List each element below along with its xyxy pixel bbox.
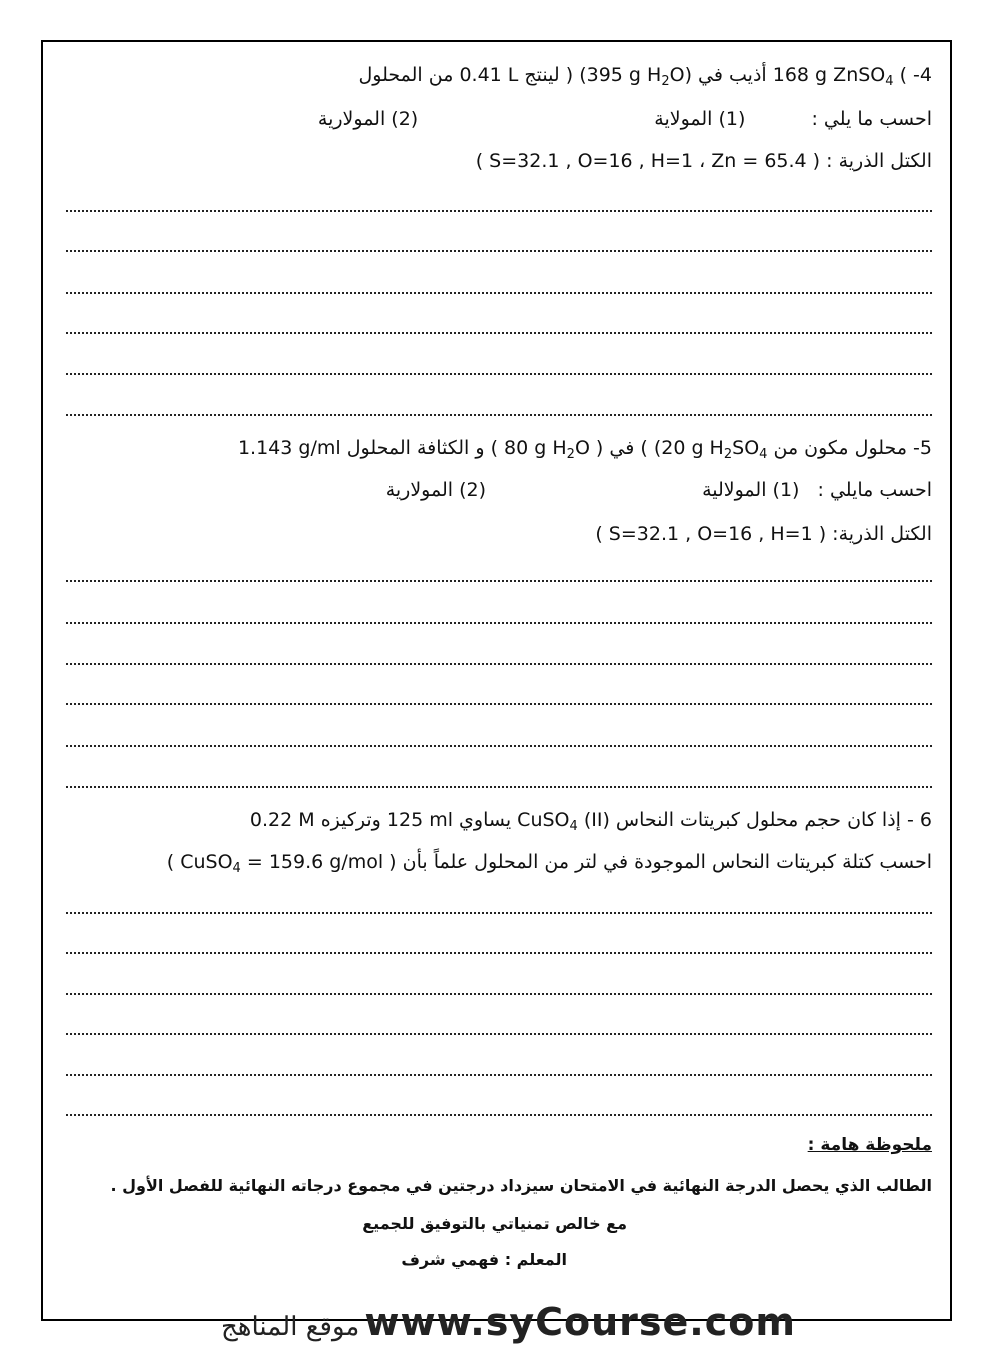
q4-volume: 0.41 L [459, 64, 519, 86]
site-arabic-name: موقع المناهج [221, 1312, 360, 1342]
q5-line3 [595, 521, 932, 547]
q5-line1 [238, 435, 932, 464]
answer-line[interactable] [66, 580, 932, 582]
answer-line[interactable] [66, 414, 932, 416]
q4-calc: احسب ما يلي : [811, 108, 932, 130]
q4-close: ) [565, 64, 574, 86]
q6-formula: CuSO$_4$ [517, 809, 578, 834]
q5-masses-label: الكتل الذرية: [832, 523, 932, 545]
answer-line[interactable] [66, 786, 932, 788]
answer-line[interactable] [66, 745, 932, 747]
answer-line[interactable] [66, 250, 932, 252]
q6-volume: 125 ml [386, 809, 453, 831]
q4-line1 [358, 62, 932, 91]
q4-line2 [318, 106, 932, 132]
q5-density: 1.143 g/ml [237, 437, 341, 459]
page-border [41, 40, 952, 1321]
q5-text-c: و الكثافة المحلول [346, 437, 485, 459]
q4-open: ( [899, 64, 907, 86]
answer-line[interactable] [66, 1074, 932, 1076]
answer-line[interactable] [66, 1114, 932, 1116]
q4-masses: ( S=32.1 , O=16 , H=1 ، Zn = 65.4 ) [475, 150, 821, 172]
q6-line2 [167, 849, 932, 878]
note-body: الطالب الذي يحصل الدرجة النهائية في الامتحان سيزداد درجتين في مجموع درجاته النهائية للفصل الأول . [110, 1176, 932, 1195]
answer-line[interactable] [66, 622, 932, 624]
q5-solvent: ( 80 g $H_2O$ ) [490, 437, 604, 462]
q5-text-b: ) في [609, 437, 648, 459]
answer-line[interactable] [66, 210, 932, 212]
q4-masses-label: الكتل الذرية : [826, 150, 932, 172]
answer-line[interactable] [66, 703, 932, 705]
answer-line[interactable] [66, 332, 932, 334]
q6-molar-mass: ( CuSO$_4$ = 159.6 g/mol ) [166, 851, 397, 876]
q5-item1: (1) المولالية [702, 479, 800, 501]
answer-line[interactable] [66, 663, 932, 665]
q5-solute: (20 g $H_2SO_4$ [653, 437, 768, 462]
site-url[interactable]: www.syCourse.com [364, 1300, 796, 1344]
footer-watermark [215, 1300, 796, 1344]
answer-line[interactable] [66, 1033, 932, 1035]
q4-dissolved-in: أذيب في [698, 64, 767, 86]
q5-calc: احسب مايلي : [817, 479, 932, 501]
q5-item2: (2) المولارية [385, 479, 487, 501]
answer-line[interactable] [66, 292, 932, 294]
q6-text-b: يساوي [459, 809, 512, 831]
answer-line[interactable] [66, 952, 932, 954]
answer-line[interactable] [66, 912, 932, 914]
q6-molarity: 0.22 M [249, 809, 315, 831]
q5-text-a: محلول مكون من [773, 437, 907, 459]
q4-mass: 168 g ZnSO$_4$ [772, 64, 894, 89]
q6-text-c: وتركيزه [320, 809, 381, 831]
q4-produce: لينتج [524, 64, 560, 86]
q6-oxidation: (II) [583, 809, 610, 831]
q6-number: 6 - [907, 809, 932, 831]
note-heading: ملحوظة هامة : [807, 1135, 932, 1155]
q4-water: (395 g $H_2O$) [579, 64, 692, 89]
teacher-signature: المعلم : فهمي شرف [401, 1250, 567, 1269]
q4-item1: (1) المولاية [654, 108, 746, 130]
answer-line[interactable] [66, 373, 932, 375]
q6-text: احسب كتلة كبريتات النحاس الموجودة في لتر من المحلول علماً بأن [402, 851, 932, 873]
q6-line1 [250, 807, 932, 836]
note-wish: مع خالص تمنياتي بالتوفيق للجميع [362, 1214, 627, 1233]
q5-masses: ( S=32.1 , O=16 , H=1 ) [595, 523, 827, 545]
q4-item2: (2) المولارية [317, 108, 419, 130]
q4-number: 4- [913, 64, 932, 86]
answer-line[interactable] [66, 993, 932, 995]
q6-text-a: إذا كان حجم محلول كبريتات النحاس [615, 809, 901, 831]
q5-line2 [386, 477, 932, 503]
q4-line3 [476, 148, 932, 174]
q4-of-solution: من المحلول [358, 64, 454, 86]
q5-number: 5- [913, 437, 932, 459]
